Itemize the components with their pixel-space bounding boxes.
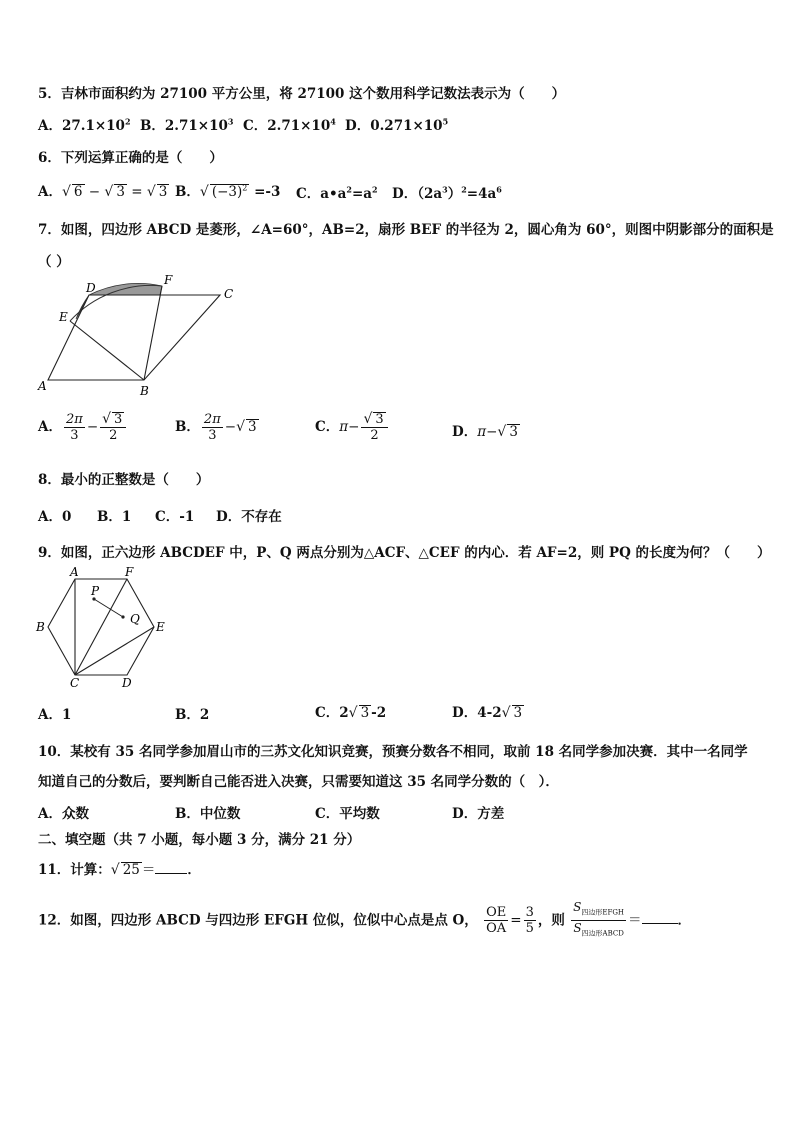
q7-label-c: C bbox=[224, 287, 234, 301]
q7-option-b: B． $\frac{2\pi}{3}$ −√ 3 bbox=[175, 412, 257, 443]
q7-option-d: D．π−√ 3 bbox=[452, 424, 518, 440]
q5-option-d: D．$0.271\times 10^5$ bbox=[345, 116, 449, 134]
q6-option-d: D．$(2a^3)^2=4a^6$ bbox=[392, 184, 502, 202]
q7-line-be bbox=[70, 321, 144, 380]
q7-rhombus-figure bbox=[30, 272, 234, 400]
q9-label-q: Q bbox=[130, 612, 140, 626]
q6-option-a: A．√ 6 − √ 3 = √ 3 bbox=[38, 184, 168, 200]
q7-stem-cont: （ ） bbox=[38, 254, 70, 270]
q9-label-d: D bbox=[122, 676, 132, 690]
q10-option-b: B．中位数 bbox=[175, 806, 241, 822]
q9-label-e: E bbox=[156, 620, 165, 634]
q10-stem-cont: 知道自己的分数后，要判断自己能否进入决赛，只需要知道这 35 名同学分数的（ ）． bbox=[38, 774, 559, 790]
q5-option-c: C．$2.71\times 10^4$ bbox=[243, 116, 336, 134]
q8-option-a: A．0 bbox=[38, 509, 72, 525]
q7-option-a: A． $\frac{2\pi}{3}$ − $\frac{√ 3}{2}$ bbox=[38, 412, 128, 443]
q9-line-ce bbox=[75, 627, 154, 675]
q9-label-p: P bbox=[91, 584, 100, 598]
q6-stem: 6．下列运算正确的是（ ） bbox=[38, 150, 223, 166]
q9-label-f: F bbox=[125, 565, 134, 579]
q11-answer-blank[interactable] bbox=[155, 861, 187, 874]
q5-option-a: A．$27.1\times 10^2$ bbox=[38, 116, 131, 134]
section-2-heading: 二、填空题（共 7 小题，每小题 3 分，满分 21 分） bbox=[38, 832, 361, 848]
q8-option-c: C．-1 bbox=[155, 509, 195, 525]
q11: 11．计算：√ 25 ＝ ． bbox=[38, 862, 201, 878]
q7-label-a: A bbox=[38, 379, 47, 393]
q9-label-b: B bbox=[36, 620, 45, 634]
q5-option-b: B．$2.71\times 10^3$ bbox=[140, 116, 234, 134]
q9-option-d: D．4-2√ 3 bbox=[452, 705, 523, 721]
q7-option-c: C．π− $\frac{√ 3}{2}$ bbox=[315, 412, 390, 443]
q9-option-a: A．1 bbox=[38, 707, 72, 723]
q7-label-b: B bbox=[140, 384, 149, 398]
q10-option-d: D．方差 bbox=[452, 806, 505, 822]
q6-option-c: C．$a•a^2=a^2$ bbox=[296, 184, 378, 202]
q8-option-b: B．1 bbox=[97, 509, 132, 525]
q6-option-b: B．√ $(-3)^2 =-3$ bbox=[175, 183, 281, 200]
q10-option-c: C．平均数 bbox=[315, 806, 380, 822]
q7-label-f: F bbox=[164, 273, 173, 287]
q9-line-cf bbox=[75, 579, 127, 675]
q7-rhombus bbox=[48, 295, 220, 380]
q10-option-a: A．众数 bbox=[38, 806, 89, 822]
q8-option-d: D．不存在 bbox=[216, 509, 282, 525]
q9-point-q bbox=[121, 615, 124, 618]
q9-label-a: A bbox=[70, 565, 79, 579]
q12-answer-blank[interactable] bbox=[642, 911, 678, 924]
q9-option-b: B．2 bbox=[175, 707, 210, 723]
q7-label-e: E bbox=[59, 310, 68, 324]
q8-stem: 8．最小的正整数是（ ） bbox=[38, 472, 210, 488]
q7-line-bf bbox=[144, 286, 162, 380]
q9-stem: 9．如图，正六边形 ABCDEF 中，P、Q 两点分别为△ACF、△CEF 的内心．若 AF=2，则 PQ 的长度为何？（ ） bbox=[38, 545, 771, 561]
q7-label-d: D bbox=[86, 281, 96, 295]
q7-stem: 7．如图，四边形 ABCD 是菱形，∠A=60°，AB=2，扇形 BEF 的半径为 2，圆心角为 60°，则图中阴影部分的面积是 bbox=[38, 222, 774, 238]
q12: 12．如图，四边形 ABCD 与四边形 EFGH 位似，位似中心点是点 O， $\frac{OE}{OA}$ = $\frac{3}{5}$ ，则 $\frac{S_{四边形EFGH}}{S_{四边形ABCD}}$ ＝ ． bbox=[38, 900, 692, 938]
q9-option-c: C．2√ 3 -2 bbox=[315, 705, 387, 721]
q9-hexagon-figure bbox=[30, 565, 180, 690]
q5-stem: 5．吉林市面积约为 27100 平方公里，将 27100 这个数用科学记数法表示为（ ） bbox=[38, 86, 566, 102]
q9-label-c: C bbox=[70, 676, 80, 690]
q10-stem: 10．某校有 35 名同学参加眉山市的三苏文化知识竞赛，预赛分数各不相同，取前 18 名同学参加决赛．其中一名同学 bbox=[38, 744, 748, 760]
